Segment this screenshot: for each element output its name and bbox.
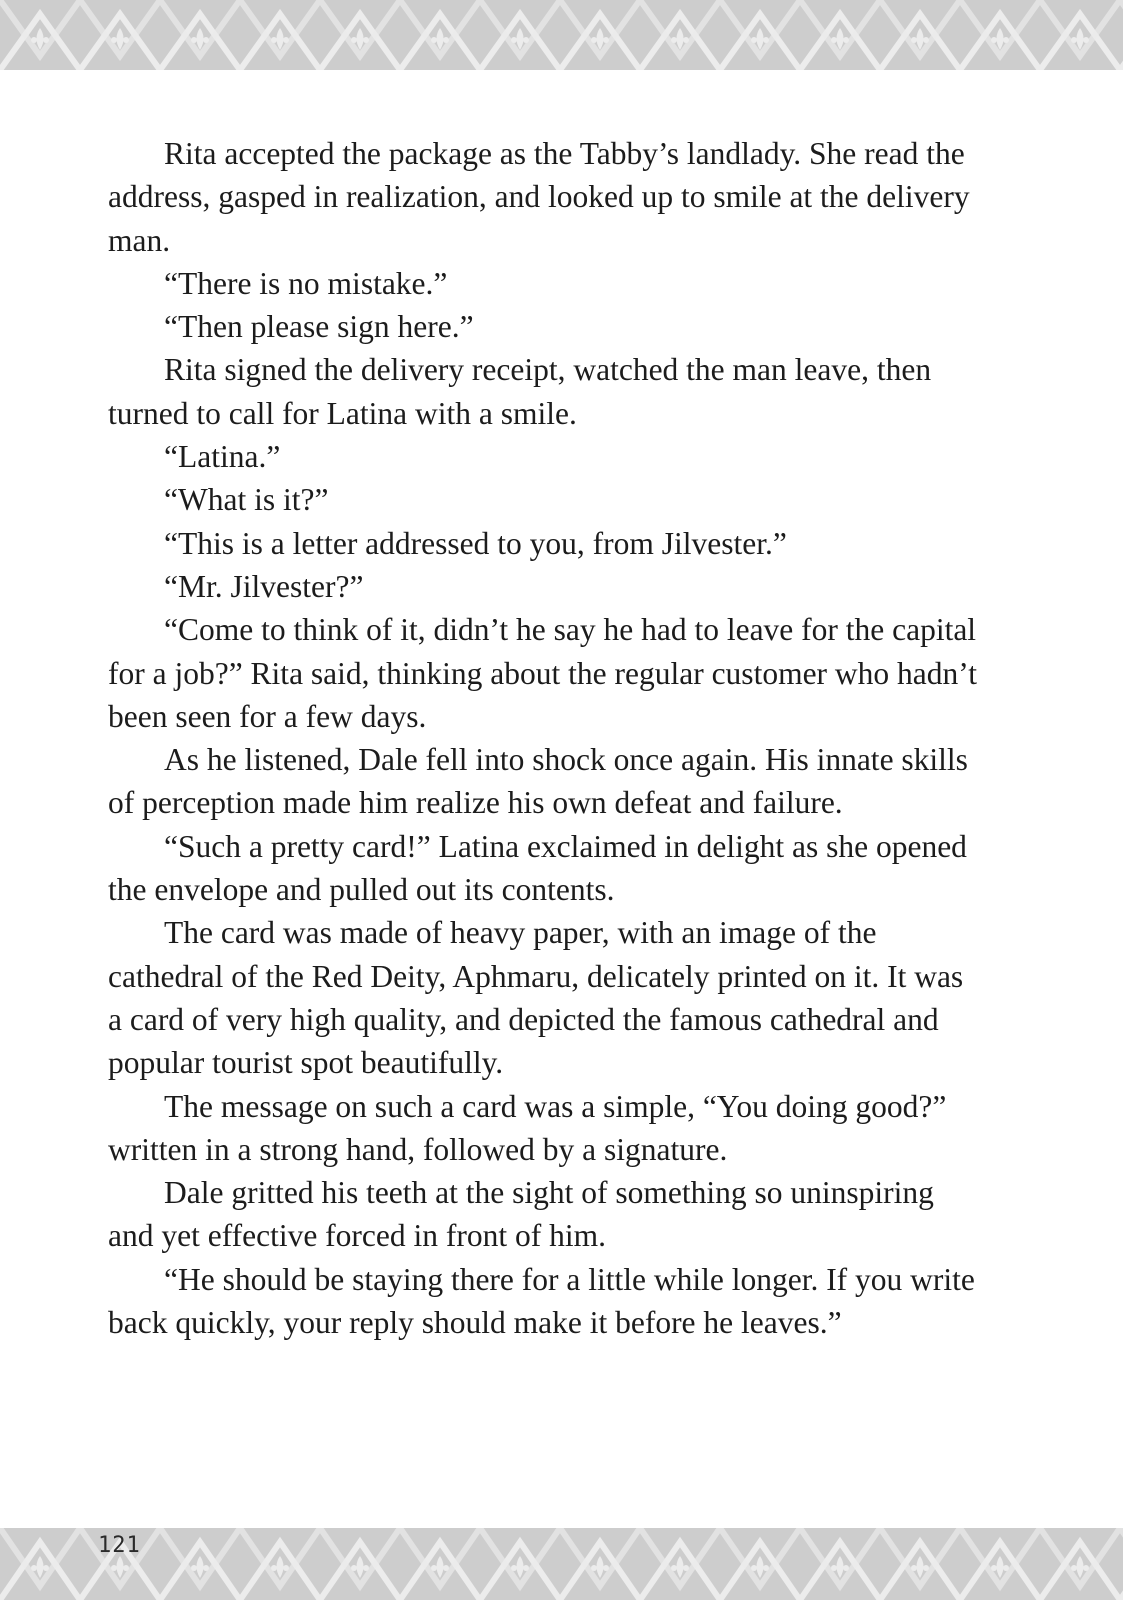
paragraph: Dale gritted his teeth at the sight of something so uninspiring and yet effective forced in front of him. bbox=[108, 1175, 934, 1254]
paragraph: “Come to think of it, didn’t he say he had to leave for the capital for a job?” Rita said, thinking about the regular customer who hadn’t been seen for a few days. bbox=[108, 612, 977, 734]
paragraph: “Mr. Jilvester?” bbox=[164, 568, 364, 604]
paragraph: “This is a letter addressed to you, from Jilvester.” bbox=[164, 525, 787, 561]
paragraph: Rita accepted the package as the Tabby’s landlady. She read the address, gasped in realization, and looked up to smile at the delivery man. bbox=[108, 136, 970, 258]
paragraph: “He should be staying there for a little while longer. If you write back quickly, your reply should make it before he leaves.” bbox=[108, 1261, 975, 1341]
paragraph: The card was made of heavy paper, with an image of the cathedral of the Red Deity, Aphmaru, delicately printed on it. It was a card of very high quality, and depicted the famous cathedral and popular tourist spot beautifully. bbox=[108, 915, 964, 1081]
page-text bbox=[108, 132, 978, 1344]
paragraph: “Latina.” bbox=[164, 439, 281, 475]
paragraph: As he listened, Dale fell into shock once again. His innate skills of perception made him realize his own defeat and failure. bbox=[108, 742, 968, 821]
paragraph: “Then please sign here.” bbox=[164, 309, 474, 345]
paragraph: The message on such a card was a simple, “You doing good?” written in a strong hand, followed by a signature. bbox=[108, 1088, 947, 1167]
page-number: 121 bbox=[98, 1533, 141, 1558]
paragraph: “There is no mistake.” bbox=[164, 265, 448, 301]
top-border-pattern bbox=[0, 0, 1123, 70]
top-decorative-border bbox=[0, 0, 1123, 70]
paragraph: “What is it?” bbox=[164, 482, 329, 518]
paragraph: “Such a pretty card!” Latina exclaimed in delight as she opened the envelope and pulled out its contents. bbox=[108, 828, 967, 908]
paragraph: Rita signed the delivery receipt, watched the man leave, then turned to call for Latina with a smile. bbox=[108, 352, 932, 431]
bottom-decorative-border bbox=[0, 1528, 1123, 1600]
bottom-border-pattern bbox=[0, 1528, 1123, 1600]
